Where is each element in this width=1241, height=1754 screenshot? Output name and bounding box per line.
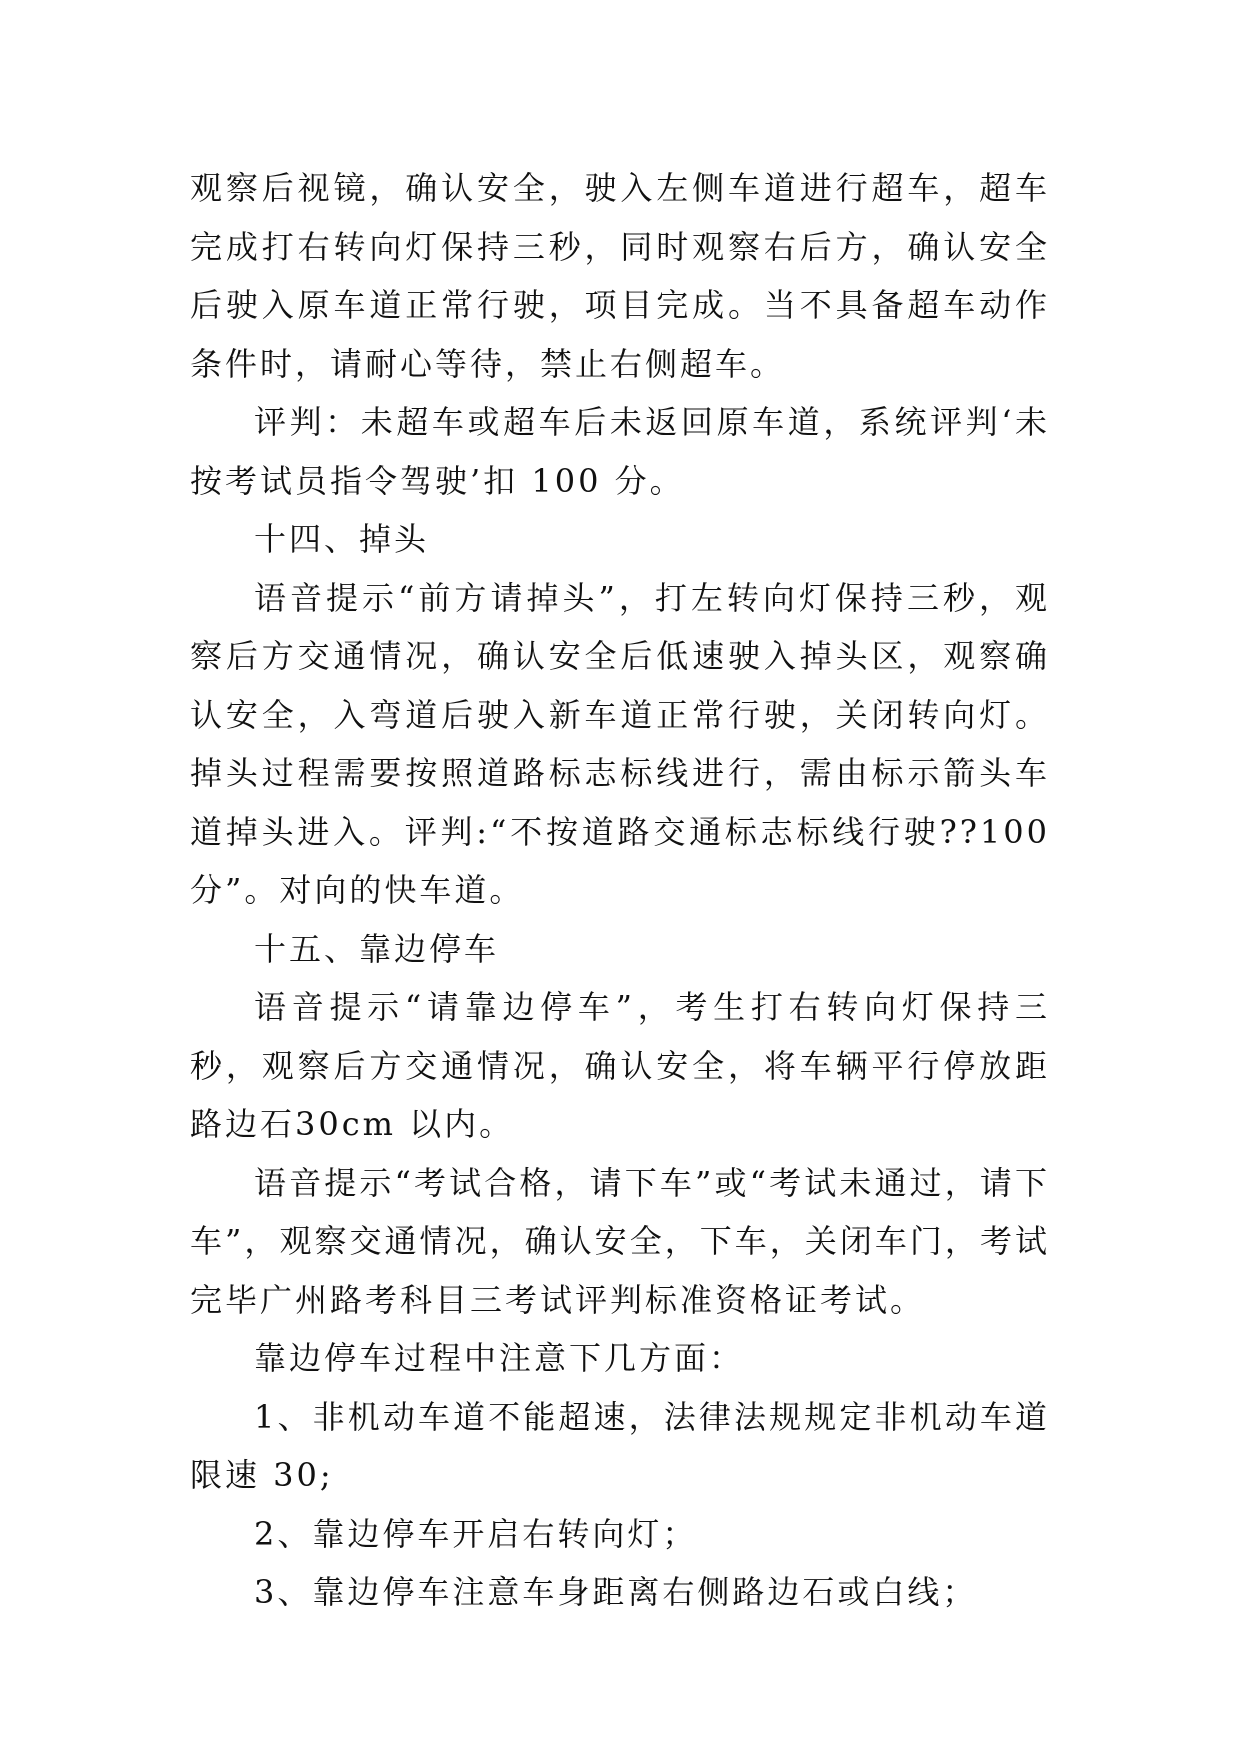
paragraph-overtake-continuation: 观察后视镜，确认安全，驶入左侧车道进行超车，超车完成打右转向灯保持三秒，同时观察右后方，确认安全后驶入原车道正常行驶，项目完成。当不具备超车动作条件时，请耐心等待，禁止右侧超车。 <box>190 169 1050 383</box>
document-body <box>190 159 1050 1622</box>
paragraph-pull-over-notes-intro: 靠边停车过程中注意下几方面： <box>254 1339 745 1377</box>
section-heading-u-turn: 十四、掉头 <box>254 520 430 558</box>
paragraph-exam-result: 语音提示“考试合格，请下车”或“考试未通过，请下车”，观察交通情况，确认安全，下车，关闭车门，考试完毕广州路考科目三考试评判标准资格证考试。 <box>190 1163 1050 1319</box>
paragraph-pull-over: 语音提示“请靠边停车”，考生打右转向灯保持三秒，观察后方交通情况，确认安全，将车辆平行停放距路边石30cm 以内。 <box>190 988 1050 1143</box>
list-item-note-1: 1、非机动车道不能超速，法律法规规定非机动车道限速 30; <box>190 1397 1050 1494</box>
paragraph-overtake-judgement: 评判：未超车或超车后未返回原车道，系统评判‘未按考试员指令驾驶’扣 100 分。 <box>190 403 1050 500</box>
section-heading-pull-over: 十五、靠边停车 <box>254 929 500 968</box>
list-item-note-3: 3、靠边停车注意车身距离右侧路边石或白线； <box>254 1573 978 1611</box>
list-item-note-2: 2、靠边停车开启右转向灯； <box>254 1514 698 1553</box>
paragraph-u-turn: 语音提示“前方请掉头”，打左转向灯保持三秒，观察后方交通情况，确认安全后低速驶入掉头区，观察确认安全，入弯道后驶入新车道正常行驶，关闭转向灯。掉头过程需要按照道路标志标线进行，需由标示箭头车道掉头进入。评判:“不按道路交通标志标线行驶??100 分”。对向的快车道。 <box>190 578 1050 909</box>
